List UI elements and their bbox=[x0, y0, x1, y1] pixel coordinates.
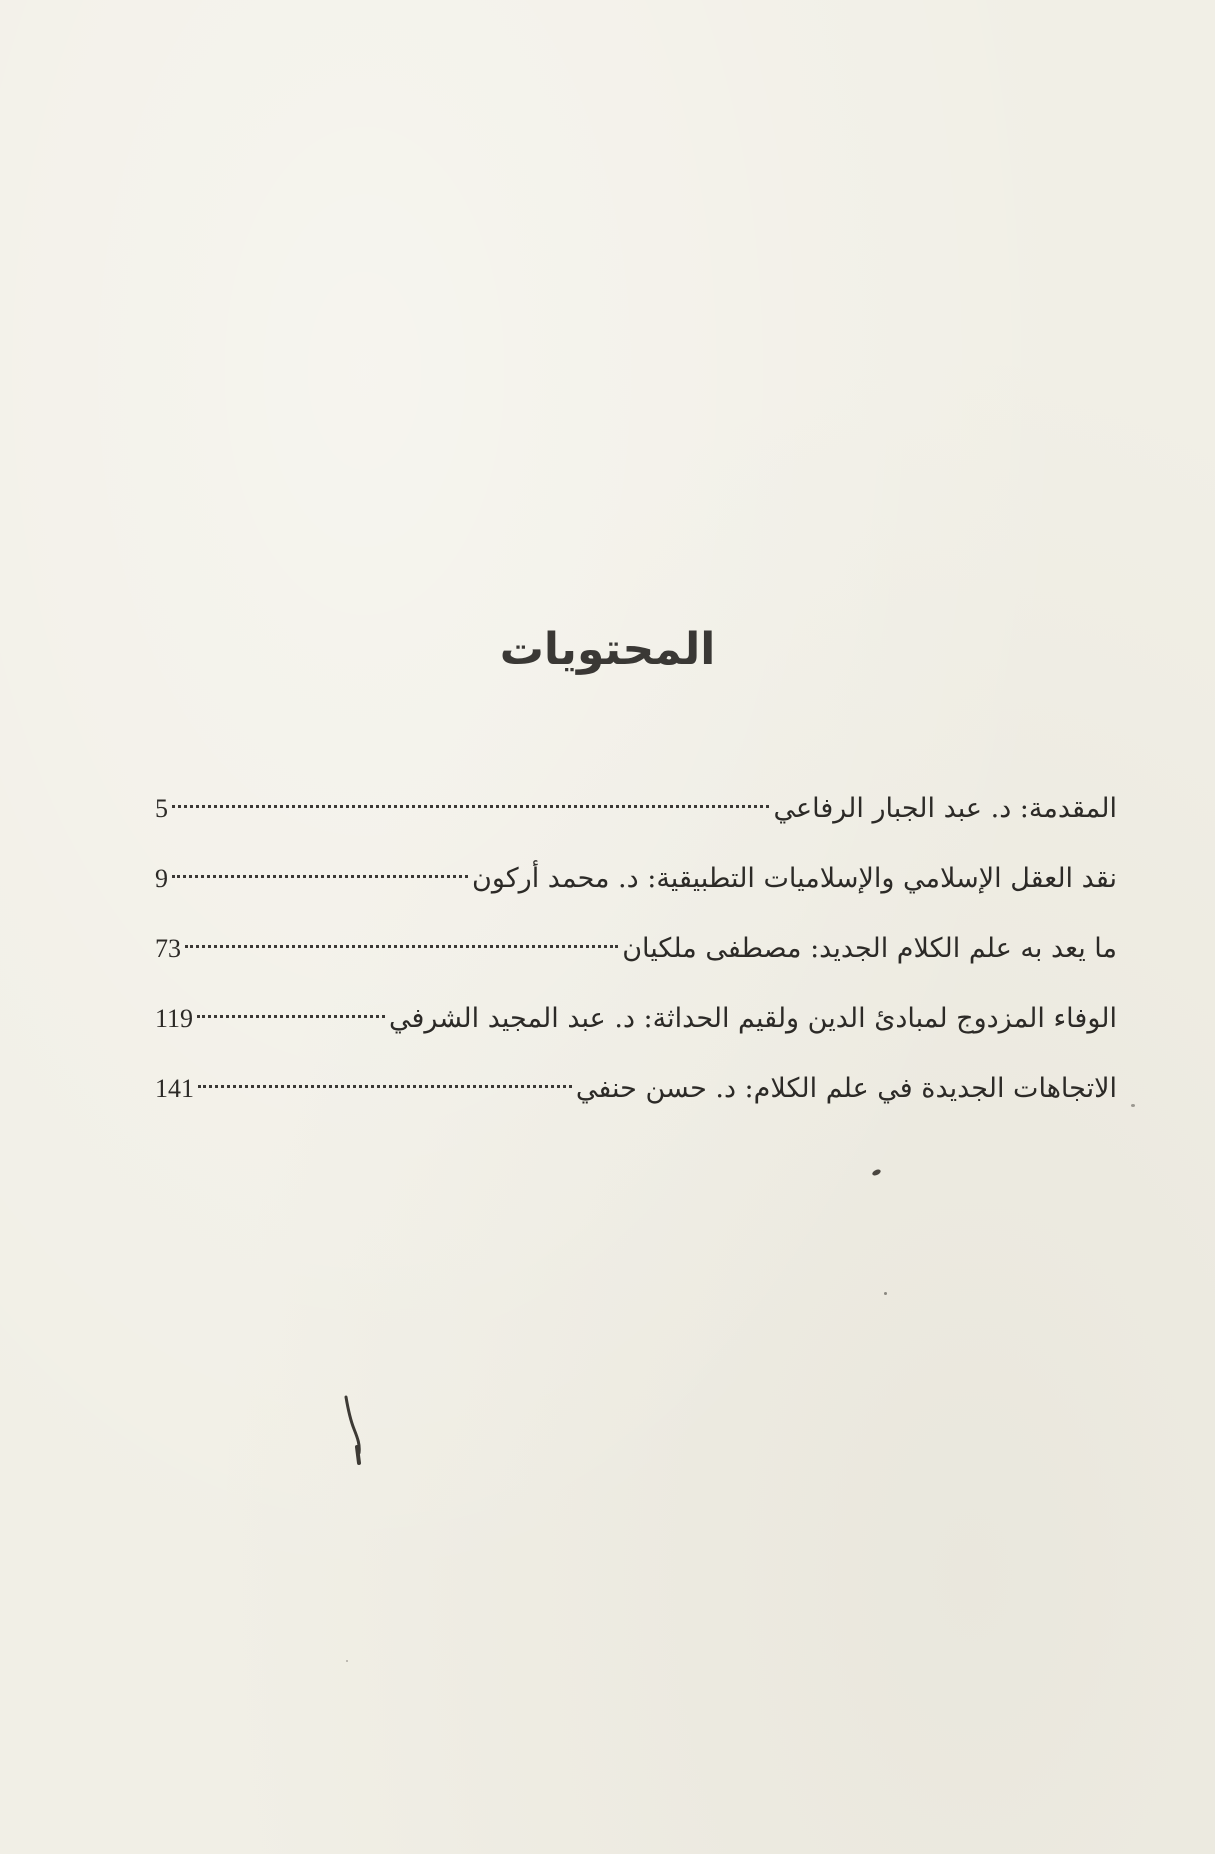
paper-speck bbox=[346, 1660, 348, 1662]
paper-speck bbox=[884, 1292, 887, 1295]
toc-entry bbox=[155, 1070, 1117, 1107]
table-of-contents bbox=[155, 790, 1117, 1140]
toc-entry-title: الاتجاهات الجديدة في علم الكلام: د. حسن حنفي bbox=[575, 1073, 1117, 1104]
toc-entry-page: 5 bbox=[155, 794, 168, 823]
toc-entry-title: ما يعد به علم الكلام الجديد: مصطفى ملكيان bbox=[622, 933, 1117, 964]
toc-entry-title: الوفاء المزدوج لمبادئ الدين ولقيم الحداثة: د. عبد المجيد الشرفي bbox=[388, 1003, 1117, 1034]
toc-dot-leader bbox=[197, 1015, 385, 1018]
toc-entry-page: 73 bbox=[155, 934, 181, 963]
toc-entry-title: نقد العقل الإسلامي والإسلاميات التطبيقية: د. محمد أركون bbox=[472, 863, 1117, 894]
toc-dot-leader bbox=[172, 875, 468, 878]
toc-entry-page: 9 bbox=[155, 864, 168, 893]
paper-speck bbox=[1131, 1104, 1135, 1107]
toc-entry bbox=[155, 930, 1117, 967]
toc-entry bbox=[155, 1000, 1117, 1037]
toc-entry bbox=[155, 860, 1117, 897]
paper-speck bbox=[871, 1168, 881, 1176]
toc-entry-page: 141 bbox=[155, 1074, 194, 1103]
toc-dot-leader bbox=[172, 805, 769, 808]
pen-stroke-mark bbox=[340, 1395, 374, 1475]
toc-entry-page: 119 bbox=[155, 1004, 194, 1033]
toc-dot-leader bbox=[185, 945, 618, 948]
toc-entry bbox=[155, 790, 1117, 827]
toc-dot-leader bbox=[198, 1085, 572, 1088]
toc-entry-title: المقدمة: د. عبد الجبار الرفاعي bbox=[773, 793, 1117, 824]
page-title: المحتويات bbox=[499, 624, 716, 675]
